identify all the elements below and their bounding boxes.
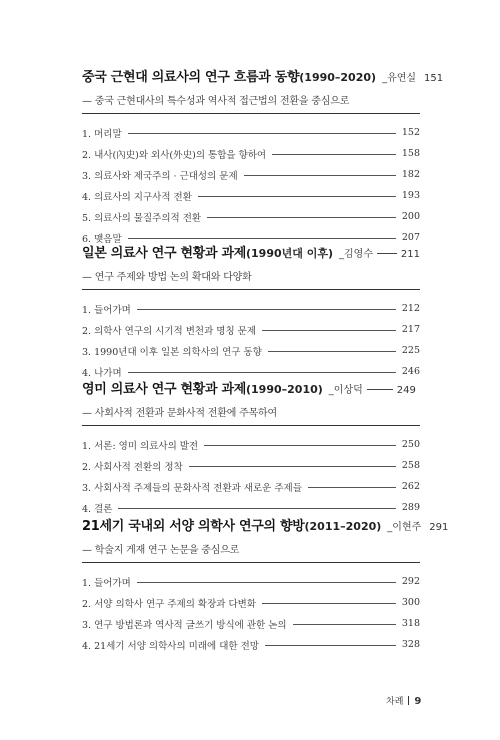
divider: [408, 696, 409, 705]
entry-label: 2. 서양 의학사 연구 주제의 확장과 다변화: [82, 598, 257, 610]
chapter-title-line[interactable]: [82, 378, 420, 398]
entry-page: 250: [401, 439, 420, 450]
entry-page: 328: [401, 639, 420, 650]
toc-entry[interactable]: [82, 340, 420, 361]
chapter-period: (1990–2020): [299, 71, 377, 84]
chapter-title-line[interactable]: [82, 242, 420, 262]
entry-page: 258: [401, 460, 420, 471]
leader-line: [262, 330, 396, 331]
entry-label: 1. 서론: 영미 의료사의 발전: [82, 440, 199, 452]
toc-entry[interactable]: [82, 434, 420, 455]
page-footer: [386, 694, 421, 707]
toc-entry[interactable]: [82, 143, 420, 164]
chapter-period: (1990년대 이후): [246, 247, 334, 260]
chapter-author: _유연실: [382, 73, 417, 84]
entry-label: 4. 21세기 서양 의학사의 미래에 대한 전망: [82, 640, 259, 652]
divider: [82, 425, 420, 426]
chapter-page: 151: [424, 73, 444, 84]
leader-line: [189, 466, 396, 467]
toc-entry[interactable]: [82, 476, 420, 497]
leader-line: [128, 238, 396, 239]
divider: [82, 562, 420, 563]
entry-label: 4. 나가며: [82, 367, 122, 379]
entry-page: 246: [401, 366, 420, 377]
entry-label: 2. 내사(內史)와 외사(外史)의 통합을 향하여: [82, 149, 267, 161]
leader-line: [118, 508, 395, 509]
toc-entry[interactable]: [82, 613, 420, 634]
divider: [82, 289, 420, 290]
entry-label: 3. 사회사적 주제들의 문화사적 전환과 새로운 주제들: [82, 482, 302, 494]
entry-page: 182: [401, 169, 420, 180]
entry-page: 200: [401, 211, 420, 222]
toc-section: [82, 378, 420, 518]
entry-label: 4. 의료사의 지구사적 전환: [82, 191, 192, 203]
toc-section: [82, 66, 444, 248]
page-number: 9: [414, 696, 422, 707]
chapter-page: 211: [400, 249, 420, 260]
leader-line: [198, 196, 396, 197]
entry-label: 3. 연구 방법론과 역사적 글쓰기 방식에 관한 논의: [82, 619, 287, 631]
divider: [377, 253, 397, 254]
leader-line: [265, 645, 396, 646]
toc-entry[interactable]: [82, 206, 420, 227]
chapter-subtitle: — 사회사적 전환과 문화사적 전환에 주목하여: [82, 408, 277, 419]
toc-section: [82, 515, 449, 655]
entry-page: 300: [401, 597, 420, 608]
toc-entry[interactable]: [82, 571, 420, 592]
entry-label: 4. 결론: [82, 503, 113, 515]
leader-line: [272, 154, 396, 155]
toc-entry[interactable]: [82, 164, 420, 185]
chapter-page: 249: [396, 385, 416, 396]
entry-page: 158: [401, 148, 420, 159]
toc-entry[interactable]: [82, 455, 420, 476]
entry-page: 225: [401, 345, 420, 356]
chapter-title: 21세기 국내외 서양 의학사 연구의 향방: [82, 519, 305, 534]
entry-label: 1. 머리말: [82, 128, 122, 140]
chapter-author: _김영수: [339, 249, 373, 260]
chapter-subtitle: — 중국 근현대사의 특수성과 역사적 접근법의 전환을 중심으로: [82, 96, 350, 107]
leader-line: [207, 217, 396, 218]
toc-entry[interactable]: [82, 592, 420, 613]
divider: [82, 113, 420, 114]
entry-label: 1. 들어가며: [82, 577, 131, 589]
leader-line: [137, 309, 396, 310]
leader-line: [137, 582, 396, 583]
toc-entry[interactable]: [82, 634, 420, 655]
entry-page: 217: [401, 324, 420, 335]
entry-page: 289: [401, 502, 420, 513]
chapter-period: (2011–2020): [304, 520, 382, 533]
footer-label: 차례: [386, 697, 404, 707]
chapter-author: _이현주: [387, 522, 422, 533]
leader-line: [128, 372, 396, 373]
toc-section: [82, 242, 420, 382]
entry-page: 262: [401, 481, 420, 492]
entry-page: 212: [401, 303, 420, 314]
chapter-period: (1990–2010): [246, 383, 323, 396]
divider: [367, 389, 393, 390]
entry-label: 3. 의료사와 제국주의 · 근대성의 문제: [82, 170, 238, 182]
leader-line: [128, 133, 396, 134]
toc-entry[interactable]: [82, 319, 420, 340]
entry-page: 152: [401, 127, 420, 138]
toc-entry[interactable]: [82, 122, 420, 143]
chapter-author: _이상덕: [328, 385, 363, 396]
entry-page: 318: [401, 618, 420, 629]
toc-entry[interactable]: [82, 185, 420, 206]
chapter-title-line[interactable]: [82, 515, 449, 535]
chapter-title-line[interactable]: [82, 66, 444, 86]
entry-label: 2. 사회사적 전환의 정착: [82, 461, 183, 473]
chapter-title: 중국 근현대 의료사의 연구 흐름과 동향: [82, 70, 300, 85]
entry-page: 207: [401, 232, 420, 243]
entry-label: 1. 들어가며: [82, 304, 131, 316]
entry-label: 3. 1990년대 이후 일본 의학사의 연구 동향: [82, 346, 262, 358]
toc-entry[interactable]: [82, 298, 420, 319]
entry-label: 2. 의학사 연구의 시기적 변천과 명칭 문제: [82, 325, 257, 337]
chapter-subtitle: — 연구 주제와 방법 논의 확대와 다양화: [82, 272, 252, 283]
chapter-page: 291: [429, 522, 449, 533]
leader-line: [204, 445, 396, 446]
entry-page: 193: [401, 190, 420, 201]
chapter-subtitle: — 학술지 게재 연구 논문을 중심으로: [82, 545, 240, 556]
leader-line: [293, 624, 396, 625]
leader-line: [262, 603, 396, 604]
leader-line: [244, 175, 396, 176]
entry-label: 5. 의료사의 물질주의적 전환: [82, 212, 202, 224]
chapter-title: 영미 의료사 연구 현황과 과제: [82, 382, 246, 397]
entry-page: 292: [401, 576, 420, 587]
chapter-title: 일본 의료사 연구 현황과 과제: [82, 246, 246, 261]
leader-line: [268, 351, 396, 352]
entry-label: 6. 맺음말: [82, 233, 122, 245]
leader-line: [308, 487, 396, 488]
